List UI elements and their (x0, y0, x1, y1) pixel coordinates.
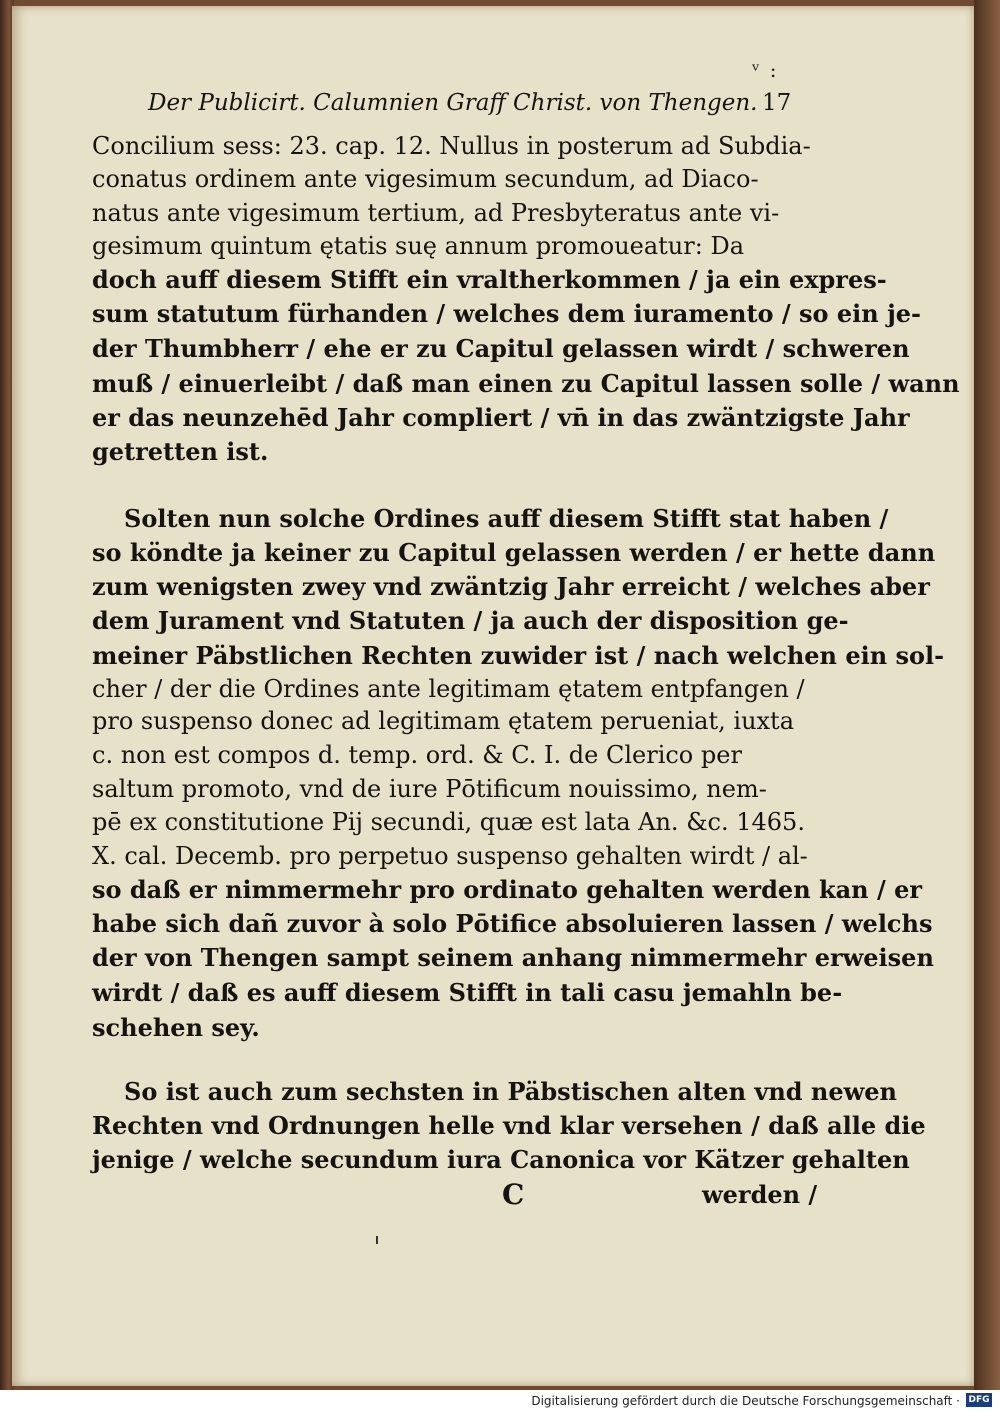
text-line: gesimum quintum ętatis suę annum promoueatur: Da (92, 232, 744, 260)
text-line: cher / der die Ordines ante legitimam ętatem entpfangen / (92, 675, 805, 703)
signature-mark: C (502, 1178, 525, 1211)
text-line: schehen sey. (92, 1013, 260, 1042)
text-line: Concilium sess: 23. cap. 12. Nullus in posterum ad Subdia- (92, 132, 811, 160)
footer-bar (0, 1390, 1000, 1412)
text-line: zum wenigsten zwey vnd zwäntzig Jahr erreicht / welches aber (92, 572, 930, 601)
text-line: der von Thengen sampt seinem anhang nimmermehr erweisen (92, 943, 934, 972)
text-line: habe sich dañ zuvor à solo Pōtifice absoluieren lassen / welchs (92, 909, 933, 938)
funding-credit: Digitalisierung gefördert durch die Deutsche Forschungsgemeinschaft · (531, 1394, 960, 1408)
text-line: saltum promoto, vnd de iure Pōtificum nouissimo, nem- (92, 775, 767, 803)
text-line: X. cal. Decemb. pro perpetuo suspenso gehalten wirdt / al- (92, 842, 808, 870)
text-line: dem Jurament vnd Statuten / ja auch der disposition ge- (92, 606, 849, 635)
text-line: sum statutum fürhanden / welches dem iuramento / so ein je- (92, 299, 921, 328)
page-number: 17 (762, 90, 792, 116)
running-head: Der Publicirt. Calumnien Graff Christ. von Thengen. (148, 90, 758, 116)
text-line: natus ante vigesimum tertium, ad Presbyteratus ante vi- (92, 199, 780, 227)
text-line: meiner Päbstlichen Rechten zuwider ist / nach welchen ein sol- (92, 641, 945, 670)
text-line: so köndte ja keiner zu Capitul gelassen werden / er hette dann (92, 538, 936, 567)
text-line: so daß er nimmermehr pro ordinato gehalten werden kan / er (92, 875, 923, 904)
text-line: wirdt / daß es auff diesem Stifft in tali casu jemahln be- (92, 978, 843, 1007)
text-line: muß / einuerleibt / daß man einen zu Capitul lassen solle / wann (92, 369, 960, 398)
text-line: doch auff diesem Stifft ein vraltherkommen / ja ein expres- (92, 265, 887, 294)
top-mark: ᵛ : (752, 58, 779, 82)
text-line: conatus ordinem ante vigesimum secundum, ad Diaco- (92, 165, 759, 193)
text-line: jenige / welche secundum iura Canonica vor Kätzer gehalten (92, 1145, 910, 1174)
text-line: der Thumbherr / ehe er zu Capitul gelassen wirdt / schweren (92, 334, 910, 363)
text-line: Rechten vnd Ordnungen helle vnd klar versehen / daß alle die (92, 1111, 926, 1140)
text-line: pro suspenso donec ad legitimam ętatem perueniat, iuxta (92, 707, 795, 735)
text-line: c. non est compos d. temp. ord. & C. I. de Clerico per (92, 741, 742, 769)
text-line: getretten ist. (92, 437, 269, 466)
text-line: Solten nun solche Ordines auff diesem Stifft stat haben / (124, 504, 889, 533)
catchword: werden / (702, 1180, 818, 1209)
ink-mark (376, 1236, 378, 1244)
text-line: So ist auch zum sechsten in Päbstischen alten vnd newen (124, 1077, 898, 1106)
dfg-logo: DFG (966, 1393, 992, 1407)
text-line: pē ex constitutione Pij secundi, quæ est lata An. &c. 1465. (92, 808, 805, 836)
text-line: er das neunzehēd Jahr compliert / vn̄ in das zwäntzigste Jahr (92, 403, 910, 432)
